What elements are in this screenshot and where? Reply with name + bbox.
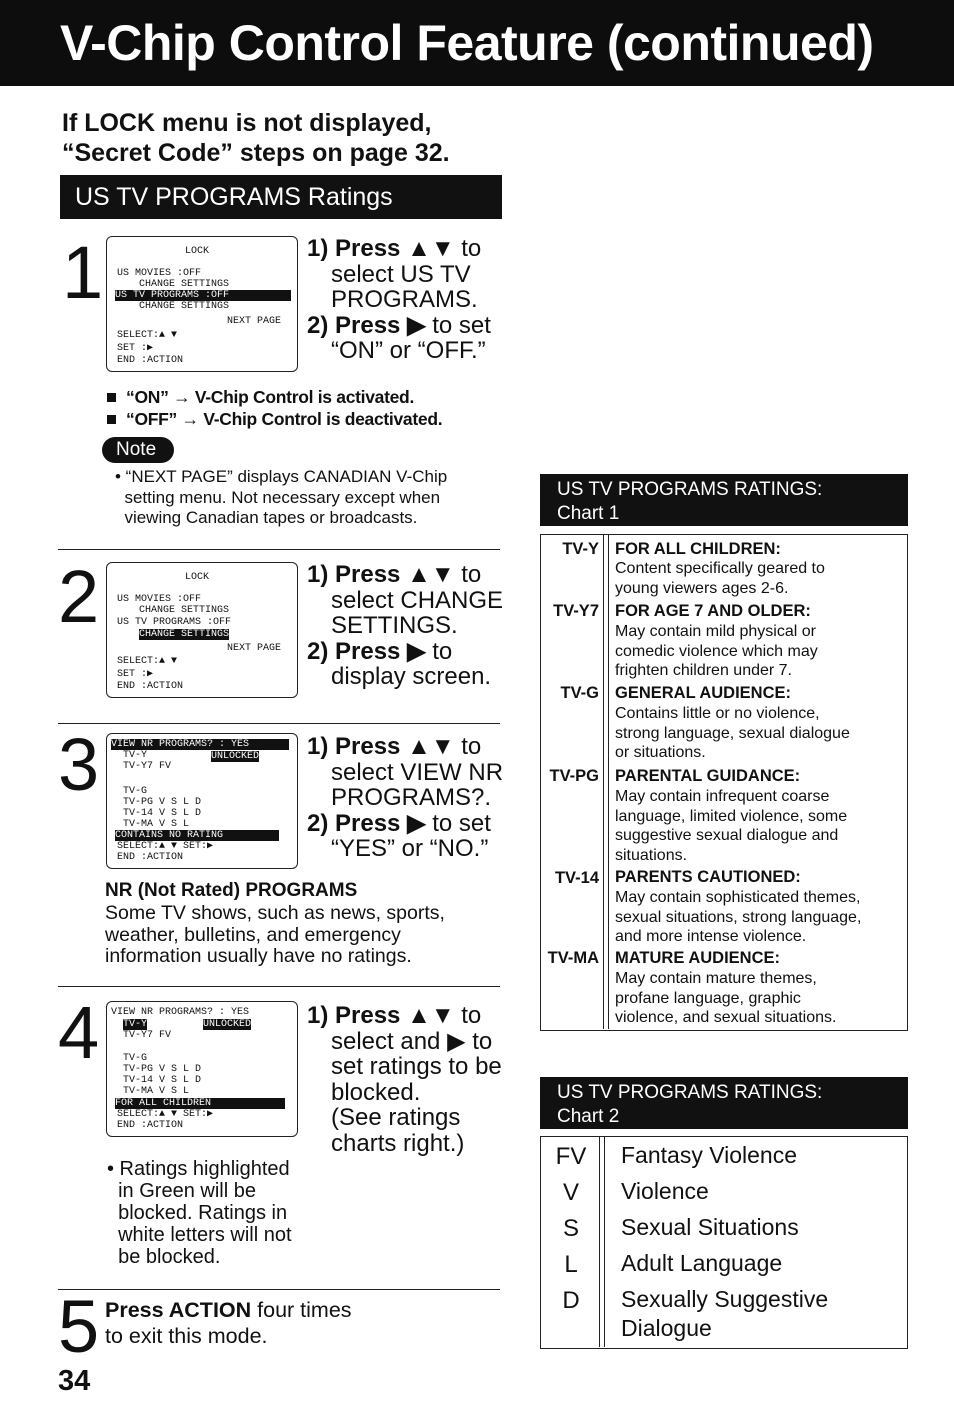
content-code: S xyxy=(562,1215,579,1242)
screen-line: CHANGE SETTINGS xyxy=(139,301,230,312)
screen-line: US TV PROGRAMS :OFF xyxy=(117,617,232,628)
page-title: V-Chip Control Feature (continued) xyxy=(60,15,874,71)
screen-line: SET :▶ xyxy=(117,343,154,354)
screen-line-highlight: VIEW NR PROGRAMS? : YES xyxy=(111,739,289,750)
instr-text: four times xyxy=(251,1298,352,1322)
content-code: FV xyxy=(555,1143,587,1170)
intro-text xyxy=(62,108,450,168)
screen-line: TV-Y7 FV xyxy=(123,1030,172,1041)
content-label: Violence xyxy=(621,1178,709,1204)
screen-line: LOCK xyxy=(185,572,210,583)
press-label: 1) Press ▲▼ xyxy=(307,561,455,588)
screen-line: TV-MA V S L xyxy=(123,819,190,830)
press-label: 2) Press ▶ xyxy=(307,311,426,339)
instr-text: SETTINGS. xyxy=(331,612,458,639)
instr-text: charts right.) xyxy=(331,1129,465,1157)
step-number-3: 3 xyxy=(58,723,100,806)
instr-text: to exit this mode. xyxy=(105,1324,268,1348)
instr-text: to xyxy=(454,235,482,262)
instr-text: to set xyxy=(425,311,491,339)
page-header xyxy=(0,0,954,86)
instr-text: blocked. xyxy=(331,1078,421,1106)
press-label: 1) Press ▲▼ xyxy=(307,1002,455,1029)
press-label: 1) Press ▲▼ xyxy=(307,235,455,262)
screen-line-highlight: US TV PROGRAMS :OFF xyxy=(115,290,291,301)
instr-text: select and ▶ to xyxy=(331,1027,493,1055)
screen-line: CHANGE SETTINGS xyxy=(139,279,230,290)
step-3-instructions xyxy=(307,734,503,862)
instr-text: select CHANGE xyxy=(331,586,504,614)
step-2-instructions xyxy=(307,562,503,690)
instr-text: select US TV xyxy=(331,260,471,288)
intro-line-2: “Secret Code” steps on page 32. xyxy=(62,139,450,167)
screen-line: SELECT:▲ ▼ xyxy=(117,656,178,667)
step-number-5: 5 xyxy=(58,1285,100,1368)
screen-line: END :ACTION xyxy=(117,355,184,366)
content-code: V xyxy=(562,1179,579,1206)
content-code: L xyxy=(564,1251,578,1278)
screen-line: TV-MA V S L xyxy=(123,1086,190,1097)
instr-text: to xyxy=(454,733,482,760)
instr-text: PROGRAMS. xyxy=(331,286,478,313)
nr-programs-title: NR (Not Rated) PROGRAMS xyxy=(105,880,358,901)
on-off-bullets xyxy=(107,386,442,430)
screen-line: END :ACTION xyxy=(117,852,184,863)
bullet-on: “ON” → V-Chip Control is activated. xyxy=(126,387,415,407)
screen-line: SELECT:▲ ▼ SET:▶ xyxy=(117,1109,214,1120)
screen-line-highlight: UNLOCKED xyxy=(203,1019,252,1030)
step-3-screen xyxy=(106,733,298,869)
divider xyxy=(58,986,500,987)
instr-text: display screen. xyxy=(331,663,492,690)
screen-line-highlight: TV-Y xyxy=(123,1019,148,1030)
instr-text: to set xyxy=(425,809,491,837)
press-label: 1) Press ▲▼ xyxy=(307,733,455,760)
chart-2-title: US TV PROGRAMS RATINGS: xyxy=(557,1082,823,1103)
content-label: Fantasy Violence xyxy=(621,1142,798,1168)
screen-line-highlight: FOR ALL CHILDREN xyxy=(115,1098,285,1109)
instr-text: to xyxy=(425,637,453,665)
rating-description: May contain mild physical or comedic violence which may frighten children under 7. xyxy=(615,623,818,679)
screen-line: US MOVIES :OFF xyxy=(117,268,202,279)
screen-line-highlight: UNLOCKED xyxy=(211,751,260,762)
chart-2-subtitle: Chart 2 xyxy=(557,1106,620,1127)
chart-1-title: US TV PROGRAMS RATINGS: xyxy=(557,479,823,500)
rating-description: Contains little or no violence, strong language, sexual dialogue or situations. xyxy=(615,705,850,761)
intro-line-1: If LOCK menu is not displayed, xyxy=(62,109,432,137)
screen-line: NEXT PAGE xyxy=(227,643,282,654)
step-5-instructions xyxy=(105,1297,352,1349)
rating-title: GENERAL AUDIENCE: xyxy=(615,684,792,702)
page-number: 34 xyxy=(58,1365,91,1397)
screen-line: TV-G xyxy=(123,1053,148,1064)
screen-line: TV-14 V S L D xyxy=(123,808,202,819)
screen-line: SET :▶ xyxy=(117,669,154,680)
chart-1-table xyxy=(540,534,908,1031)
press-label: 2) Press ▶ xyxy=(307,809,426,837)
chart-2-table xyxy=(540,1136,908,1349)
nr-programs-body: Some TV shows, such as news, sports, weather, bulletins, and emergency information usually have no ratings. xyxy=(105,902,445,967)
step-number-4: 4 xyxy=(58,991,100,1074)
screen-line: END :ACTION xyxy=(117,1120,184,1131)
step-4-instructions xyxy=(307,1003,502,1156)
rating-code: TV-14 xyxy=(554,869,599,887)
rating-code: TV-G xyxy=(560,684,599,702)
rating-description: May contain sophisticated themes, sexual situations, strong language, and more intense violence. xyxy=(615,889,862,945)
bullet-square-icon xyxy=(107,415,116,424)
screen-line: SELECT:▲ ▼ SET:▶ xyxy=(117,841,214,852)
screen-line: CHANGE SETTINGS xyxy=(139,605,230,616)
step-number-1: 1 xyxy=(62,231,104,314)
chart-1-header xyxy=(540,474,908,526)
rating-code: TV-PG xyxy=(549,767,599,785)
content-label: Adult Language xyxy=(621,1250,783,1276)
rating-code: TV-Y7 xyxy=(553,602,599,620)
rating-code: TV-Y xyxy=(562,540,599,558)
divider xyxy=(58,1289,500,1290)
press-label: 2) Press ▶ xyxy=(307,637,426,665)
instr-text: select VIEW NR xyxy=(331,758,504,786)
rating-title: FOR AGE 7 AND OLDER: xyxy=(615,602,811,620)
rating-title: FOR ALL CHILDREN: xyxy=(615,540,781,558)
bullet-off: “OFF” → V-Chip Control is deactivated. xyxy=(126,409,443,429)
screen-line: TV-PG V S L D xyxy=(123,797,202,808)
column-divider xyxy=(604,1137,605,1347)
instr-text: set ratings to be xyxy=(331,1053,502,1080)
rating-title: PARENTS CAUTIONED: xyxy=(615,868,801,886)
instr-text: to xyxy=(454,561,482,588)
screen-line-highlight: CONTAINS NO RATING xyxy=(115,830,279,841)
content-label: Sexual Situations xyxy=(621,1214,799,1240)
step-1-screen xyxy=(106,236,298,372)
step-1-instructions xyxy=(307,236,491,364)
step-2-screen xyxy=(106,562,298,698)
screen-line: TV-G xyxy=(123,786,148,797)
bullet-square-icon xyxy=(107,393,116,402)
instr-text: PROGRAMS?. xyxy=(331,784,492,811)
instr-text: to xyxy=(454,1002,482,1029)
screen-line: SELECT:▲ ▼ xyxy=(117,330,178,341)
column-divider xyxy=(608,535,609,1029)
rating-title: PARENTAL GUIDANCE: xyxy=(615,767,801,785)
content-code: D xyxy=(562,1287,580,1314)
screen-line: TV-Y xyxy=(123,750,148,761)
screen-line-highlight: CHANGE SETTINGS xyxy=(139,629,230,640)
screen-line: NEXT PAGE xyxy=(227,316,282,327)
rating-description: May contain infrequent coarse language, limited violence, some suggestive sexual dialogue and situations. xyxy=(615,788,848,864)
rating-description: Content specifically geared to young viewers ages 2-6. xyxy=(615,560,825,597)
content-label: Sexually Suggestive Dialogue xyxy=(621,1286,829,1341)
screen-line: TV-14 V S L D xyxy=(123,1075,202,1086)
step-4-screen xyxy=(106,1001,298,1137)
ratings-note: • Ratings highlighted in Green will be blocked. Ratings in white letters will not be blocked. xyxy=(107,1158,292,1268)
instr-text: (See ratings xyxy=(331,1104,461,1131)
screen-line: TV-PG V S L D xyxy=(123,1064,202,1075)
instr-text: “YES” or “NO.” xyxy=(331,835,489,862)
press-action-label: Press ACTION xyxy=(105,1298,252,1322)
screen-line: US MOVIES :OFF xyxy=(117,594,202,605)
chart-1-subtitle: Chart 1 xyxy=(557,503,620,524)
rating-description: May contain mature themes, profane language, graphic violence, and sexual situations. xyxy=(615,970,837,1026)
screen-line: LOCK xyxy=(185,246,210,257)
chart-2-header xyxy=(540,1077,908,1129)
divider xyxy=(58,549,500,550)
note-badge: Note xyxy=(102,437,174,463)
note-text: • “NEXT PAGE” displays CANADIAN V-Chip setting menu. Not necessary except when viewing Canadian tapes or broadcasts. xyxy=(115,467,448,527)
rating-title: MATURE AUDIENCE: xyxy=(615,949,780,967)
screen-line: END :ACTION xyxy=(117,681,184,692)
screen-line: VIEW NR PROGRAMS? : YES xyxy=(111,1007,250,1018)
step-number-2: 2 xyxy=(58,555,100,638)
screen-line: TV-Y7 FV xyxy=(123,761,172,772)
rating-code: TV-MA xyxy=(547,949,599,967)
instr-text: “ON” or “OFF.” xyxy=(331,337,486,364)
section-title: US TV PROGRAMS Ratings xyxy=(60,175,502,219)
divider xyxy=(58,723,500,724)
column-divider xyxy=(603,535,604,1029)
